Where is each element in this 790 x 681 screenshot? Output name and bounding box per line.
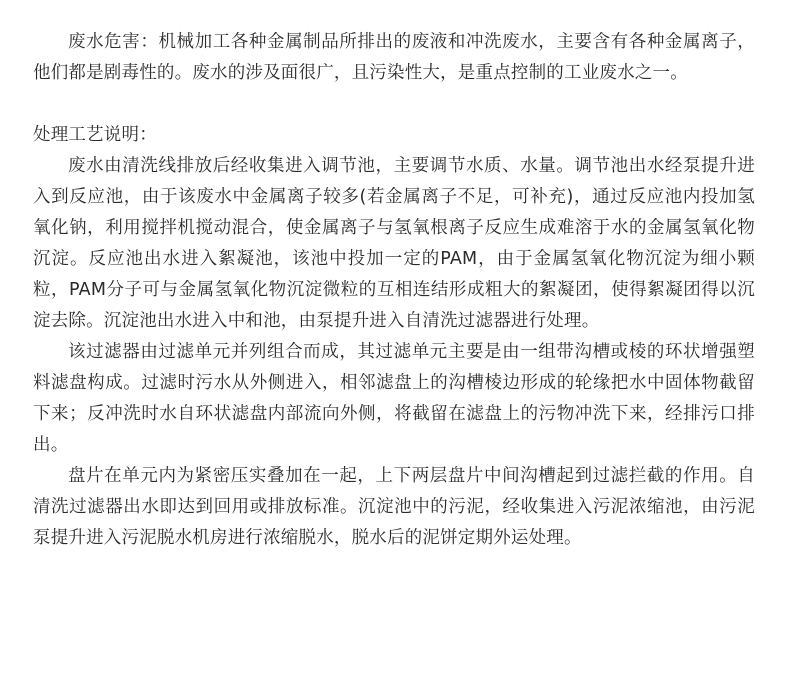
document-body [33, 27, 755, 554]
process-paragraph-2: 该过滤器由过滤单元并列组合而成，其过滤单元主要是由一组带沟槽或棱的环状增强塑料滤盘构成。过滤时污水从外侧进入，相邻滤盘上的沟槽棱边形成的轮缘把水中固体物截留下来；反冲洗时水自环状滤盘内部流向外侧，将截留在滤盘上的污物冲洗下来，经排污口排出。 [33, 342, 755, 455]
process-paragraph-3: 盘片在单元内为紧密压实叠加在一起，上下两层盘片中间沟槽起到过滤拦截的作用。自清洗过滤器出水即达到回用或排放标准。沉淀池中的污泥，经收集进入污泥浓缩池，由污泥泵提升进入污泥脱水机房进行浓缩脱水，脱水后的泥饼定期外运处理。 [33, 466, 755, 548]
paragraph-spacer [33, 89, 755, 120]
process-heading: 处理工艺说明： [33, 125, 157, 145]
process-paragraph-1: 废水由清洗线排放后经收集进入调节池，主要调节水质、水量。调节池出水经泵提升进入到反应池，由于该废水中金属离子较多(若金属离子不足，可补充)，通过反应池内投加氢氧化钠，利用搅拌机搅动混合，使金属离子与氢氧根离子反应生成难溶于水的金属氢氧化物沉淀。反应池出水进入絮凝池，该池中投加一定的PAM，由于金属氢氧化物沉淀为细小颗粒，PAM分子可与金属氢氧化物沉淀微粒的互相连结形成粗大的絮凝团，使得絮凝团得以沉淀去除。沉淀池出水进入中和池，由泵提升进入自清洗过滤器进行处理。 [33, 156, 755, 331]
intro-paragraph: 废水危害：机械加工各种金属制品所排出的废液和冲洗废水，主要含有各种金属离子，他们都是剧毒性的。废水的涉及面很广，且污染性大，是重点控制的工业废水之一。 [33, 32, 755, 83]
